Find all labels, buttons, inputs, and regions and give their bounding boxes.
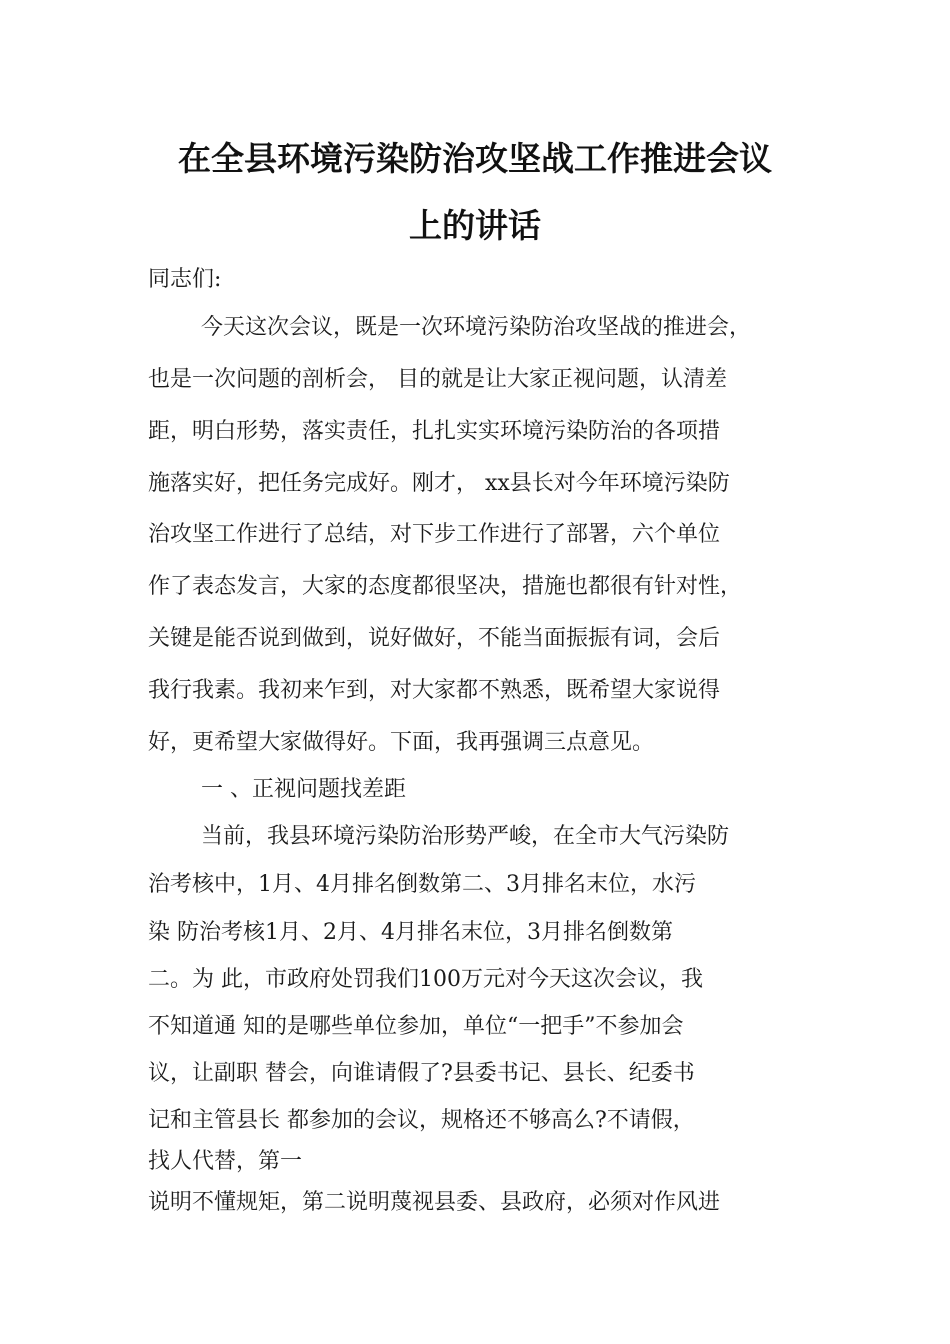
section-heading: 一 、正视问题找差距 <box>201 777 406 802</box>
salutation: 同志们: <box>148 267 222 292</box>
body-line: 关键是能否说到做到，说好做好，不能当面振振有词，会后 <box>148 626 721 651</box>
body-line: 染 防治考核1月、2月、4月排名末位，3月排名倒数第 <box>148 920 673 945</box>
body-line: 今天这次会议，既是一次环境污染防治攻坚战的推进会， <box>201 315 752 340</box>
body-line: 找人代替，第一 <box>148 1149 303 1174</box>
body-line: 二。为 此，市政府处罚我们100万元对今天这次会议，我 <box>148 967 703 992</box>
body-line: 说明不懂规矩，第二说明蔑视县委、县政府，必须对作风进 <box>148 1190 721 1215</box>
body-line: 施落实好，把任务完成好。刚才， xx县长对今年环境污染防 <box>148 471 730 496</box>
body-line: 作了表态发言，大家的态度都很坚决，措施也都很有针对性， <box>148 574 743 599</box>
body-line: 不知道通 知的是哪些单位参加，单位“一把手”不参加会 <box>148 1014 684 1039</box>
document-title-line-2: 上的讲话 <box>409 206 541 245</box>
body-line: 治考核中，1月、4月排名倒数第二、3月排名末位，水污 <box>148 872 696 897</box>
body-line: 距，明白形势，落实责任，扎扎实实环境污染防治的各项措 <box>148 419 721 444</box>
body-line: 议，让副职 替会，向谁请假了?县委书记、县长、纪委书 <box>148 1061 695 1086</box>
body-line: 记和主管县长 都参加的会议，规格还不够高么?不请假， <box>148 1108 695 1133</box>
body-line: 治攻坚工作进行了总结，对下步工作进行了部署，六个单位 <box>148 522 721 547</box>
body-line: 也是一次问题的剖析会， 目的就是让大家正视问题，认清差 <box>148 367 727 392</box>
body-line: 好，更希望大家做得好。下面，我再强调三点意见。 <box>148 730 655 755</box>
body-line: 当前，我县环境污染防治形势严峻，在全市大气污染防 <box>201 824 730 849</box>
body-line: 我行我素。我初来乍到，对大家都不熟悉，既希望大家说得 <box>148 678 721 703</box>
document-title-line-1: 在全县环境污染防治攻坚战工作推进会议 <box>178 139 772 178</box>
